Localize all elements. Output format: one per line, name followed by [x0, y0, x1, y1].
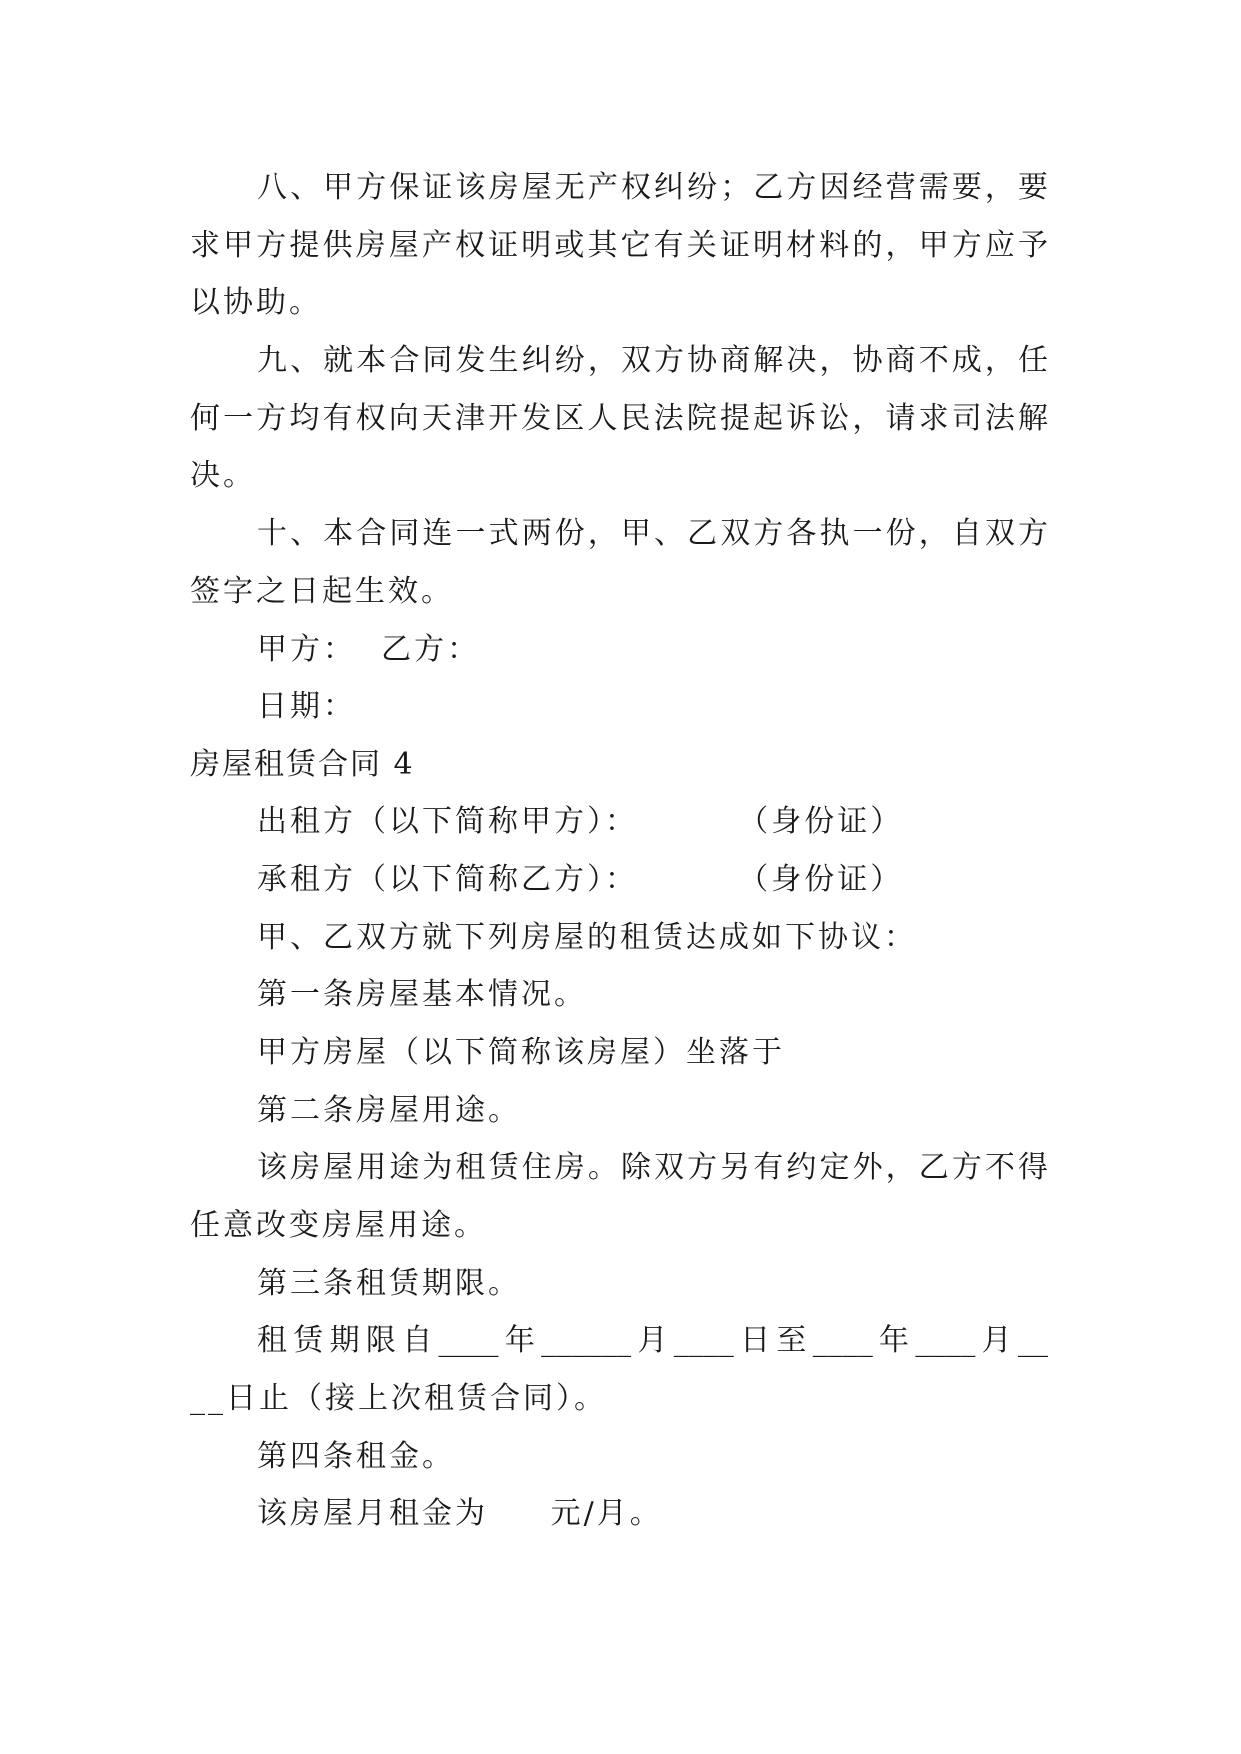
article-2-body-line-2: 任意改变房屋用途。 — [190, 1208, 487, 1243]
clause-8-line-2: 求甲方提供房屋产权证明或其它有关证明材料的，甲方应予 — [190, 228, 1048, 263]
clause-9-line-1: 九、就本合同发生纠纷，双方协商解决，协商不成，任 — [257, 343, 1048, 378]
article-3-heading: 第三条租赁期限。 — [257, 1266, 521, 1301]
article-4-body: 该房屋月租金为 元/月。 — [257, 1496, 663, 1531]
clause-9-line-3: 决。 — [190, 458, 256, 493]
contract-4-title: 房屋租赁合同 4 — [190, 747, 415, 782]
article-3-body-line-2: __日止（接上次租赁合同）。 — [190, 1381, 607, 1416]
article-2-body-line-1: 该房屋用途为租赁住房。除双方另有约定外，乙方不得 — [257, 1150, 1048, 1185]
lessor-line: 出租方（以下简称甲方）： （身份证） — [257, 804, 904, 839]
clause-10-line-1: 十、本合同连一式两份，甲、乙双方各执一份，自双方 — [257, 516, 1048, 551]
clause-9-line-2: 何一方均有权向天津开发区人民法院提起诉讼，请求司法解 — [190, 401, 1048, 436]
clause-8-line-1: 八、甲方保证该房屋无产权纠纷；乙方因经营需要，要 — [257, 170, 1048, 205]
signature-date: 日期： — [257, 689, 356, 724]
article-3-body-line-1: 租赁期限自____年______月____日至____年____月__ — [257, 1323, 1048, 1358]
article-4-heading: 第四条租金。 — [257, 1439, 455, 1474]
signature-parties: 甲方： 乙方： — [257, 632, 481, 667]
article-1-heading: 第一条房屋基本情况。 — [257, 977, 587, 1012]
agreement-intro: 甲、乙双方就下列房屋的租赁达成如下协议： — [257, 920, 917, 955]
clause-8-line-3: 以协助。 — [190, 285, 322, 320]
clause-10-line-2: 签字之日起生效。 — [190, 574, 454, 609]
article-1-body: 甲方房屋（以下简称该房屋）坐落于 — [257, 1035, 785, 1070]
lessee-line: 承租方（以下简称乙方）： （身份证） — [257, 862, 904, 897]
article-2-heading: 第二条房屋用途。 — [257, 1093, 521, 1128]
